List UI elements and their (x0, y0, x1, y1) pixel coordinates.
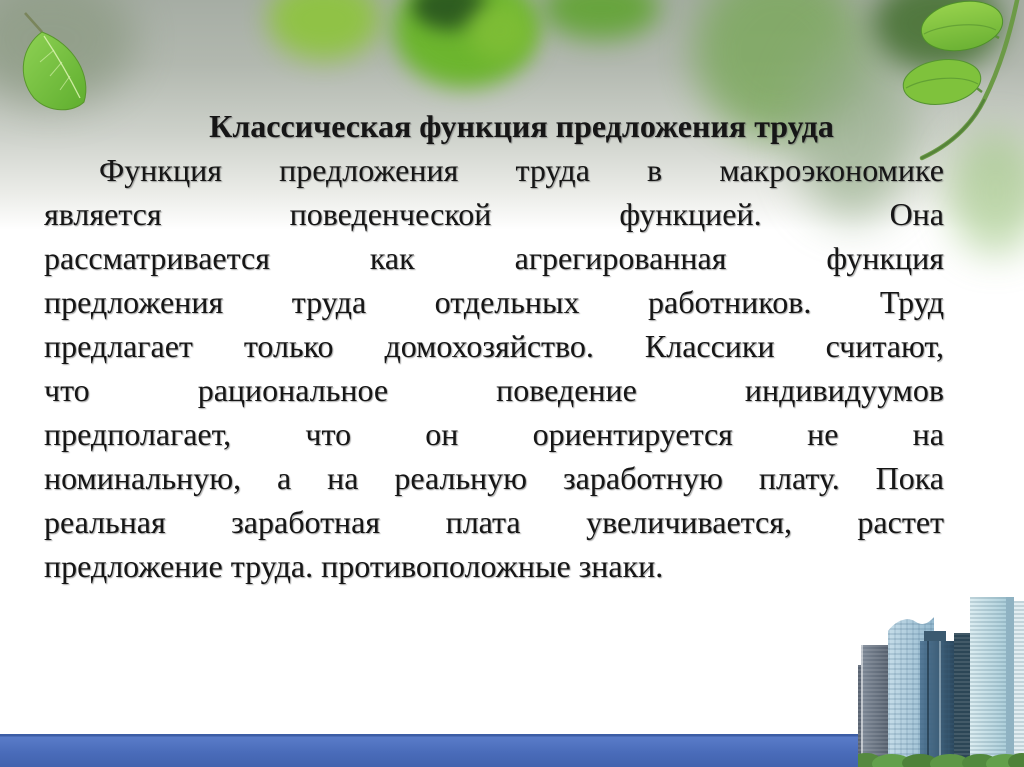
body-line-4: предложения труда отдельных работников. Труд (44, 284, 944, 320)
leaf-icon (12, 10, 100, 116)
text-block (44, 104, 944, 588)
body-line-1: Функция предложения труда в макроэкономике (99, 152, 944, 188)
bottom-accent-bar (0, 734, 862, 767)
body-line-9: реальная заработная плата увеличивается, растет (44, 504, 944, 540)
slide-title: Классическая функция предложения труда (209, 108, 834, 144)
body-line-7: предполагает, что он ориентируется не на (44, 416, 944, 452)
body-line-3: рассматривается как агрегированная функция (44, 240, 944, 276)
body-line-2: является поведенческой функцией. Она (44, 196, 944, 232)
body-line-10: предложение труда. противоположные знаки. (44, 548, 664, 584)
blurred-leaf-blob (468, 2, 532, 60)
body-line-6: что рациональное поведение индивидуумов (44, 372, 944, 408)
body-line-8: номинальную, а на реальную заработную плату. Пока (44, 460, 944, 496)
body-line-5: предлагает только домохозяйство. Классики считают, (44, 328, 944, 364)
skyline-graphic (858, 553, 1024, 767)
body-paragraph (44, 148, 944, 588)
trees (858, 753, 1024, 767)
